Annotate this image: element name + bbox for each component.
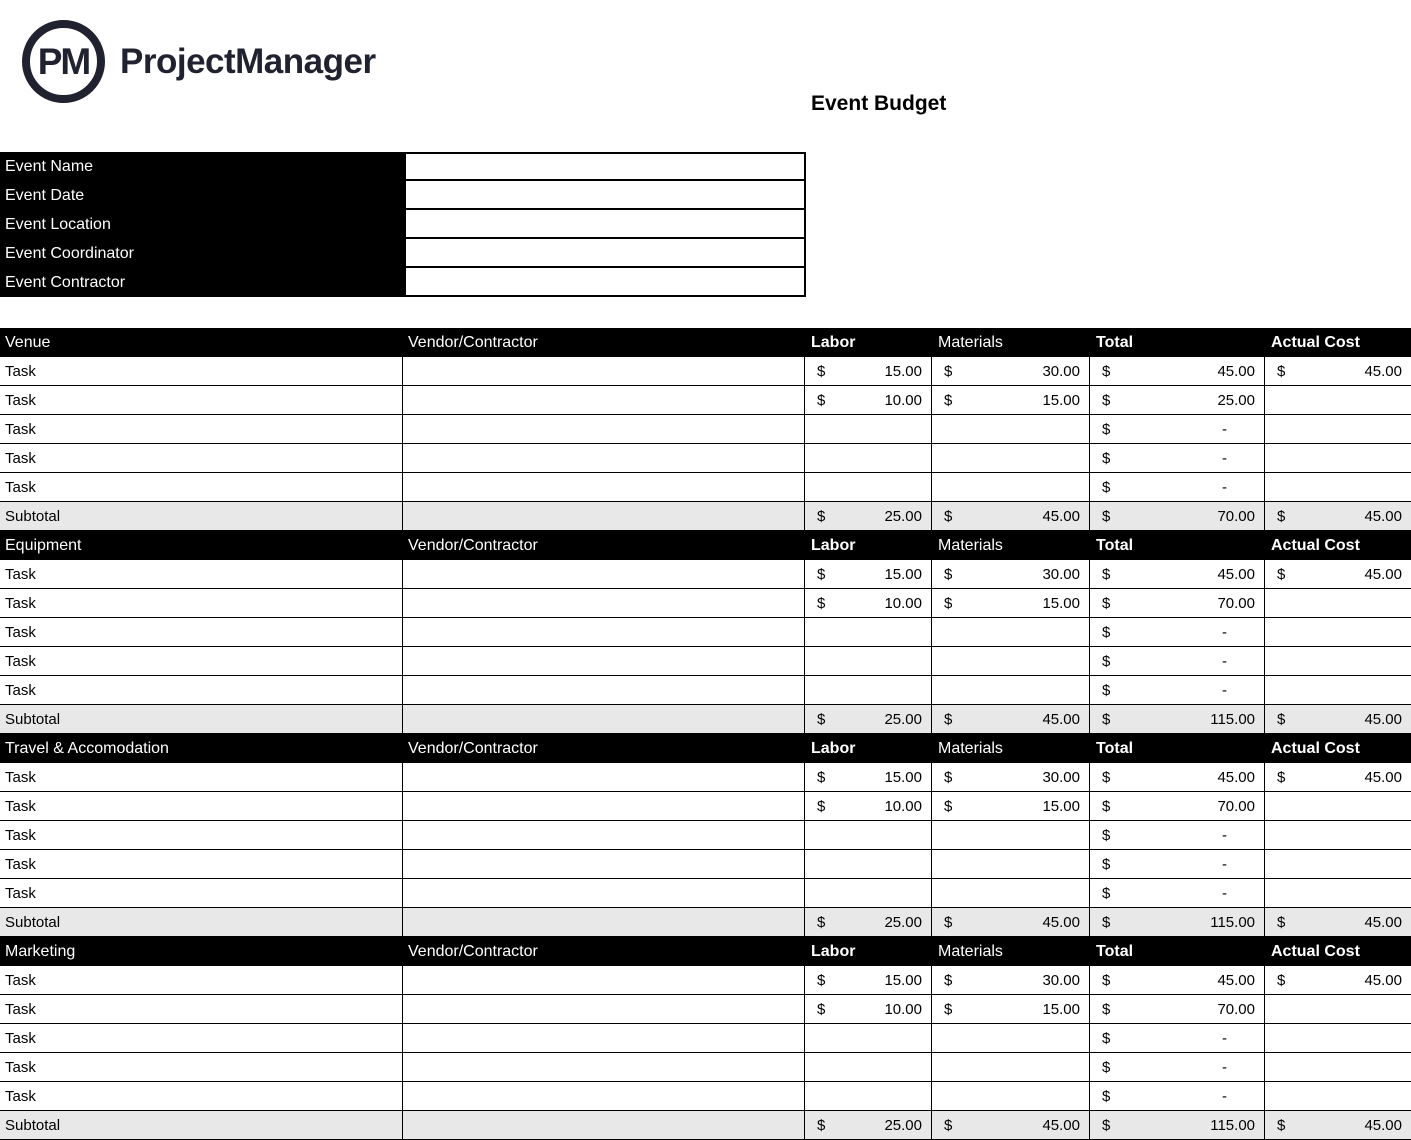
vendor-cell[interactable]: [403, 560, 805, 589]
actual-cost-cell[interactable]: [1265, 879, 1411, 908]
amount-value: 15.00: [1042, 1000, 1080, 1018]
col-header-vendor: Vendor/Contractor: [403, 734, 805, 763]
subtotal-actual-cost-cell: [1265, 705, 1411, 734]
currency-symbol: $: [944, 971, 953, 989]
vendor-cell[interactable]: [403, 879, 805, 908]
currency-symbol: $: [1102, 565, 1111, 583]
task-cell[interactable]: Task: [0, 763, 403, 792]
labor-cell[interactable]: [805, 792, 932, 821]
task-cell[interactable]: Task: [0, 560, 403, 589]
amount-value: 10.00: [884, 594, 922, 612]
labor-cell[interactable]: [805, 444, 932, 473]
labor-cell[interactable]: [805, 647, 932, 676]
pm-logo-icon: [22, 20, 105, 103]
labor-cell[interactable]: [805, 589, 932, 618]
materials-cell[interactable]: [932, 850, 1090, 879]
subtotal-materials-cell: [932, 502, 1090, 531]
subtotal-materials-cell: [932, 705, 1090, 734]
subtotal-labor-cell: [805, 908, 932, 937]
total-cell[interactable]: [1090, 792, 1265, 821]
task-cell[interactable]: Task: [0, 357, 403, 386]
amount-value: 45.00: [1364, 507, 1402, 525]
col-header-vendor: Vendor/Contractor: [403, 531, 805, 560]
col-header-vendor: Vendor/Contractor: [403, 937, 805, 966]
actual-cost-cell[interactable]: [1265, 647, 1411, 676]
amount-value: 30.00: [1042, 362, 1080, 380]
vendor-cell[interactable]: [403, 618, 805, 647]
total-cell[interactable]: [1090, 618, 1265, 647]
brand-wordmark: ProjectManager: [120, 41, 376, 81]
vendor-cell[interactable]: [403, 1024, 805, 1053]
event-date-label: Event Date: [5, 186, 85, 204]
amount-value: -: [1222, 420, 1227, 438]
labor-cell[interactable]: [805, 618, 932, 647]
currency-symbol: $: [1102, 1058, 1111, 1076]
vendor-cell[interactable]: [403, 792, 805, 821]
currency-symbol: $: [1102, 1029, 1111, 1047]
total-cell[interactable]: [1090, 386, 1265, 415]
subtotal-labor-cell: [805, 705, 932, 734]
event-coordinator-label: Event Coordinator: [5, 244, 134, 262]
task-cell[interactable]: Task: [0, 792, 403, 821]
labor-cell[interactable]: [805, 763, 932, 792]
amount-value: -: [1222, 884, 1227, 902]
vendor-cell[interactable]: [403, 386, 805, 415]
currency-symbol: $: [817, 391, 826, 409]
section-title: Venue: [0, 328, 403, 357]
event-location-input[interactable]: [404, 210, 806, 239]
subtotal-label: Subtotal: [0, 502, 403, 531]
labor-cell[interactable]: [805, 560, 932, 589]
currency-symbol: $: [944, 710, 953, 728]
task-cell[interactable]: Task: [0, 676, 403, 705]
currency-symbol: $: [1102, 681, 1111, 699]
currency-symbol: $: [1277, 507, 1286, 525]
amount-value: -: [1222, 478, 1227, 496]
amount-value: 45.00: [1042, 1116, 1080, 1134]
currency-symbol: $: [817, 565, 826, 583]
currency-symbol: $: [944, 594, 953, 612]
vendor-cell[interactable]: [403, 1053, 805, 1082]
amount-value: 70.00: [1217, 797, 1255, 815]
subtotal-labor-cell: [805, 1111, 932, 1140]
subtotal-labor-cell: [805, 502, 932, 531]
actual-cost-cell[interactable]: [1265, 560, 1411, 589]
currency-symbol: $: [1102, 478, 1111, 496]
amount-value: 70.00: [1217, 1000, 1255, 1018]
col-header-materials: Materials: [932, 328, 1090, 357]
amount-value: 15.00: [884, 971, 922, 989]
event-date-input[interactable]: [404, 181, 806, 210]
actual-cost-cell[interactable]: [1265, 444, 1411, 473]
vendor-cell[interactable]: [403, 473, 805, 502]
amount-value: -: [1222, 826, 1227, 844]
task-cell[interactable]: Task: [0, 444, 403, 473]
event-coordinator-input[interactable]: [404, 239, 806, 268]
amount-value: 15.00: [1042, 391, 1080, 409]
currency-symbol: $: [1102, 913, 1111, 931]
total-cell[interactable]: [1090, 879, 1265, 908]
amount-value: 10.00: [884, 391, 922, 409]
col-header-vendor: Vendor/Contractor: [403, 328, 805, 357]
brand-header: [22, 20, 376, 103]
task-cell[interactable]: Task: [0, 647, 403, 676]
subtotal-actual-cost-cell: [1265, 1111, 1411, 1140]
col-header-actual-cost: Actual Cost: [1265, 734, 1411, 763]
currency-symbol: $: [1102, 826, 1111, 844]
vendor-cell[interactable]: [403, 357, 805, 386]
amount-value: 15.00: [1042, 797, 1080, 815]
vendor-cell[interactable]: [403, 415, 805, 444]
amount-value: 45.00: [1364, 362, 1402, 380]
labor-cell[interactable]: [805, 415, 932, 444]
amount-value: -: [1222, 1029, 1227, 1047]
actual-cost-cell[interactable]: [1265, 1053, 1411, 1082]
amount-value: -: [1222, 1058, 1227, 1076]
pm-logo-initials: PM: [37, 40, 90, 82]
currency-symbol: $: [1102, 362, 1111, 380]
col-header-labor: Labor: [805, 937, 932, 966]
total-cell[interactable]: [1090, 415, 1265, 444]
amount-value: 45.00: [1042, 507, 1080, 525]
total-cell[interactable]: [1090, 357, 1265, 386]
labor-cell[interactable]: [805, 995, 932, 1024]
col-header-materials: Materials: [932, 734, 1090, 763]
event-name-label: Event Name: [5, 157, 94, 175]
amount-value: -: [1222, 652, 1227, 670]
currency-symbol: $: [817, 362, 826, 380]
amount-value: 45.00: [1217, 362, 1255, 380]
task-cell[interactable]: Task: [0, 473, 403, 502]
amount-value: 15.00: [1042, 594, 1080, 612]
currency-symbol: $: [1102, 623, 1111, 641]
task-cell[interactable]: Task: [0, 850, 403, 879]
actual-cost-cell[interactable]: [1265, 473, 1411, 502]
amount-value: 25.00: [884, 710, 922, 728]
section-title: Marketing: [0, 937, 403, 966]
subtotal-vendor-cell: [403, 502, 805, 531]
subtotal-materials-cell: [932, 908, 1090, 937]
materials-cell[interactable]: [932, 1053, 1090, 1082]
materials-cell[interactable]: [932, 821, 1090, 850]
task-cell[interactable]: Task: [0, 415, 403, 444]
currency-symbol: $: [1277, 710, 1286, 728]
actual-cost-cell[interactable]: [1265, 676, 1411, 705]
labor-cell[interactable]: [805, 966, 932, 995]
col-header-labor: Labor: [805, 531, 932, 560]
col-header-total: Total: [1090, 734, 1265, 763]
currency-symbol: $: [1277, 913, 1286, 931]
amount-value: 30.00: [1042, 565, 1080, 583]
total-cell[interactable]: [1090, 589, 1265, 618]
task-cell[interactable]: Task: [0, 386, 403, 415]
col-header-materials: Materials: [932, 531, 1090, 560]
currency-symbol: $: [1277, 565, 1286, 583]
col-header-actual-cost: Actual Cost: [1265, 328, 1411, 357]
currency-symbol: $: [1277, 971, 1286, 989]
total-cell[interactable]: [1090, 444, 1265, 473]
actual-cost-cell[interactable]: [1265, 357, 1411, 386]
event-name-input[interactable]: [404, 152, 806, 181]
materials-cell[interactable]: [932, 1082, 1090, 1111]
total-cell[interactable]: [1090, 676, 1265, 705]
amount-value: 45.00: [1042, 913, 1080, 931]
currency-symbol: $: [817, 1116, 826, 1134]
currency-symbol: $: [1102, 710, 1111, 728]
total-cell[interactable]: [1090, 473, 1265, 502]
amount-value: 45.00: [1364, 565, 1402, 583]
vendor-cell[interactable]: [403, 966, 805, 995]
total-cell[interactable]: [1090, 821, 1265, 850]
materials-cell[interactable]: [932, 560, 1090, 589]
event-contractor-label: Event Contractor: [5, 273, 126, 291]
currency-symbol: $: [1102, 1087, 1111, 1105]
subtotal-actual-cost-cell: [1265, 908, 1411, 937]
amount-value: 45.00: [1364, 710, 1402, 728]
amount-value: 45.00: [1364, 1116, 1402, 1134]
subtotal-label: Subtotal: [0, 908, 403, 937]
subtotal-vendor-cell: [403, 908, 805, 937]
currency-symbol: $: [1102, 507, 1111, 525]
currency-symbol: $: [944, 391, 953, 409]
labor-cell[interactable]: [805, 1053, 932, 1082]
actual-cost-cell[interactable]: [1265, 618, 1411, 647]
materials-cell[interactable]: [932, 647, 1090, 676]
col-header-total: Total: [1090, 937, 1265, 966]
col-header-actual-cost: Actual Cost: [1265, 937, 1411, 966]
col-header-labor: Labor: [805, 328, 932, 357]
amount-value: 45.00: [1217, 768, 1255, 786]
materials-cell[interactable]: [932, 444, 1090, 473]
labor-cell[interactable]: [805, 850, 932, 879]
materials-cell[interactable]: [932, 792, 1090, 821]
amount-value: -: [1222, 449, 1227, 467]
amount-value: 15.00: [884, 362, 922, 380]
labor-cell[interactable]: [805, 1024, 932, 1053]
subtotal-total-cell: [1090, 705, 1265, 734]
amount-value: 45.00: [1364, 913, 1402, 931]
task-cell[interactable]: Task: [0, 1082, 403, 1111]
amount-value: 10.00: [884, 1000, 922, 1018]
currency-symbol: $: [1102, 768, 1111, 786]
task-cell[interactable]: Task: [0, 1024, 403, 1053]
currency-symbol: $: [817, 797, 826, 815]
currency-symbol: $: [944, 913, 953, 931]
currency-symbol: $: [944, 565, 953, 583]
vendor-cell[interactable]: [403, 647, 805, 676]
currency-symbol: $: [944, 797, 953, 815]
amount-value: 45.00: [1364, 768, 1402, 786]
materials-cell[interactable]: [932, 589, 1090, 618]
task-cell[interactable]: Task: [0, 995, 403, 1024]
event-location-label: Event Location: [5, 215, 111, 233]
amount-value: 45.00: [1364, 971, 1402, 989]
subtotal-vendor-cell: [403, 705, 805, 734]
labor-cell[interactable]: [805, 821, 932, 850]
currency-symbol: $: [817, 971, 826, 989]
total-cell[interactable]: [1090, 995, 1265, 1024]
vendor-cell[interactable]: [403, 821, 805, 850]
total-cell[interactable]: [1090, 647, 1265, 676]
actual-cost-cell[interactable]: [1265, 792, 1411, 821]
currency-symbol: $: [1277, 768, 1286, 786]
col-header-total: Total: [1090, 328, 1265, 357]
actual-cost-cell[interactable]: [1265, 1082, 1411, 1111]
labor-cell[interactable]: [805, 1082, 932, 1111]
vendor-cell[interactable]: [403, 995, 805, 1024]
currency-symbol: $: [1102, 797, 1111, 815]
amount-value: 70.00: [1217, 594, 1255, 612]
currency-symbol: $: [1102, 652, 1111, 670]
actual-cost-cell[interactable]: [1265, 415, 1411, 444]
task-cell[interactable]: Task: [0, 879, 403, 908]
vendor-cell[interactable]: [403, 589, 805, 618]
task-cell[interactable]: Task: [0, 1053, 403, 1082]
section-title: Travel & Accomodation: [0, 734, 403, 763]
budget-table: [0, 328, 1411, 1140]
labor-cell[interactable]: [805, 879, 932, 908]
amount-value: 15.00: [884, 768, 922, 786]
materials-cell[interactable]: [932, 676, 1090, 705]
task-cell[interactable]: Task: [0, 966, 403, 995]
actual-cost-cell[interactable]: [1265, 850, 1411, 879]
labor-cell[interactable]: [805, 676, 932, 705]
task-cell[interactable]: Task: [0, 618, 403, 647]
materials-cell[interactable]: [932, 415, 1090, 444]
event-info-panel: [0, 152, 806, 297]
section-title: Equipment: [0, 531, 403, 560]
col-header-actual-cost: Actual Cost: [1265, 531, 1411, 560]
actual-cost-cell[interactable]: [1265, 1024, 1411, 1053]
amount-value: 70.00: [1217, 507, 1255, 525]
currency-symbol: $: [1102, 971, 1111, 989]
currency-symbol: $: [944, 507, 953, 525]
materials-cell[interactable]: [932, 386, 1090, 415]
currency-symbol: $: [944, 1116, 953, 1134]
vendor-cell[interactable]: [403, 763, 805, 792]
subtotal-total-cell: [1090, 908, 1265, 937]
currency-symbol: $: [1102, 594, 1111, 612]
subtotal-label: Subtotal: [0, 1111, 403, 1140]
event-contractor-input[interactable]: [404, 268, 806, 297]
amount-value: 45.00: [1042, 710, 1080, 728]
currency-symbol: $: [944, 1000, 953, 1018]
col-header-labor: Labor: [805, 734, 932, 763]
subtotal-total-cell: [1090, 1111, 1265, 1140]
subtotal-vendor-cell: [403, 1111, 805, 1140]
currency-symbol: $: [1102, 449, 1111, 467]
currency-symbol: $: [1102, 420, 1111, 438]
currency-symbol: $: [817, 913, 826, 931]
amount-value: 25.00: [1217, 391, 1255, 409]
materials-cell[interactable]: [932, 763, 1090, 792]
subtotal-label: Subtotal: [0, 705, 403, 734]
materials-cell[interactable]: [932, 357, 1090, 386]
currency-symbol: $: [817, 1000, 826, 1018]
materials-cell[interactable]: [932, 618, 1090, 647]
currency-symbol: $: [1277, 362, 1286, 380]
vendor-cell[interactable]: [403, 850, 805, 879]
amount-value: 115.00: [1210, 913, 1255, 931]
amount-value: 10.00: [884, 797, 922, 815]
subtotal-actual-cost-cell: [1265, 502, 1411, 531]
materials-cell[interactable]: [932, 966, 1090, 995]
labor-cell[interactable]: [805, 386, 932, 415]
subtotal-total-cell: [1090, 502, 1265, 531]
amount-value: -: [1222, 623, 1227, 641]
materials-cell[interactable]: [932, 473, 1090, 502]
total-cell[interactable]: [1090, 1024, 1265, 1053]
amount-value: -: [1222, 681, 1227, 699]
actual-cost-cell[interactable]: [1265, 763, 1411, 792]
currency-symbol: $: [1277, 1116, 1286, 1134]
amount-value: 30.00: [1042, 768, 1080, 786]
currency-symbol: $: [1102, 884, 1111, 902]
labor-cell[interactable]: [805, 357, 932, 386]
amount-value: 45.00: [1217, 565, 1255, 583]
total-cell[interactable]: [1090, 560, 1265, 589]
currency-symbol: $: [944, 362, 953, 380]
materials-cell[interactable]: [932, 879, 1090, 908]
amount-value: 25.00: [884, 507, 922, 525]
materials-cell[interactable]: [932, 995, 1090, 1024]
subtotal-materials-cell: [932, 1111, 1090, 1140]
actual-cost-cell[interactable]: [1265, 386, 1411, 415]
currency-symbol: $: [1102, 855, 1111, 873]
amount-value: -: [1222, 855, 1227, 873]
vendor-cell[interactable]: [403, 676, 805, 705]
currency-symbol: $: [1102, 391, 1111, 409]
total-cell[interactable]: [1090, 850, 1265, 879]
currency-symbol: $: [817, 507, 826, 525]
currency-symbol: $: [1102, 1116, 1111, 1134]
amount-value: 25.00: [884, 913, 922, 931]
currency-symbol: $: [1102, 1000, 1111, 1018]
total-cell[interactable]: [1090, 1082, 1265, 1111]
total-cell[interactable]: [1090, 1053, 1265, 1082]
vendor-cell[interactable]: [403, 1082, 805, 1111]
actual-cost-cell[interactable]: [1265, 995, 1411, 1024]
amount-value: -: [1222, 1087, 1227, 1105]
vendor-cell[interactable]: [403, 444, 805, 473]
col-header-materials: Materials: [932, 937, 1090, 966]
page-title: Event Budget: [811, 92, 947, 115]
actual-cost-cell[interactable]: [1265, 966, 1411, 995]
currency-symbol: $: [817, 768, 826, 786]
total-cell[interactable]: [1090, 966, 1265, 995]
task-cell[interactable]: Task: [0, 821, 403, 850]
currency-symbol: $: [817, 710, 826, 728]
amount-value: 15.00: [884, 565, 922, 583]
amount-value: 115.00: [1210, 1116, 1255, 1134]
amount-value: 45.00: [1217, 971, 1255, 989]
actual-cost-cell[interactable]: [1265, 589, 1411, 618]
task-cell[interactable]: Task: [0, 589, 403, 618]
materials-cell[interactable]: [932, 1024, 1090, 1053]
labor-cell[interactable]: [805, 473, 932, 502]
amount-value: 25.00: [884, 1116, 922, 1134]
amount-value: 30.00: [1042, 971, 1080, 989]
col-header-total: Total: [1090, 531, 1265, 560]
currency-symbol: $: [944, 768, 953, 786]
total-cell[interactable]: [1090, 763, 1265, 792]
amount-value: 115.00: [1210, 710, 1255, 728]
currency-symbol: $: [817, 594, 826, 612]
actual-cost-cell[interactable]: [1265, 821, 1411, 850]
